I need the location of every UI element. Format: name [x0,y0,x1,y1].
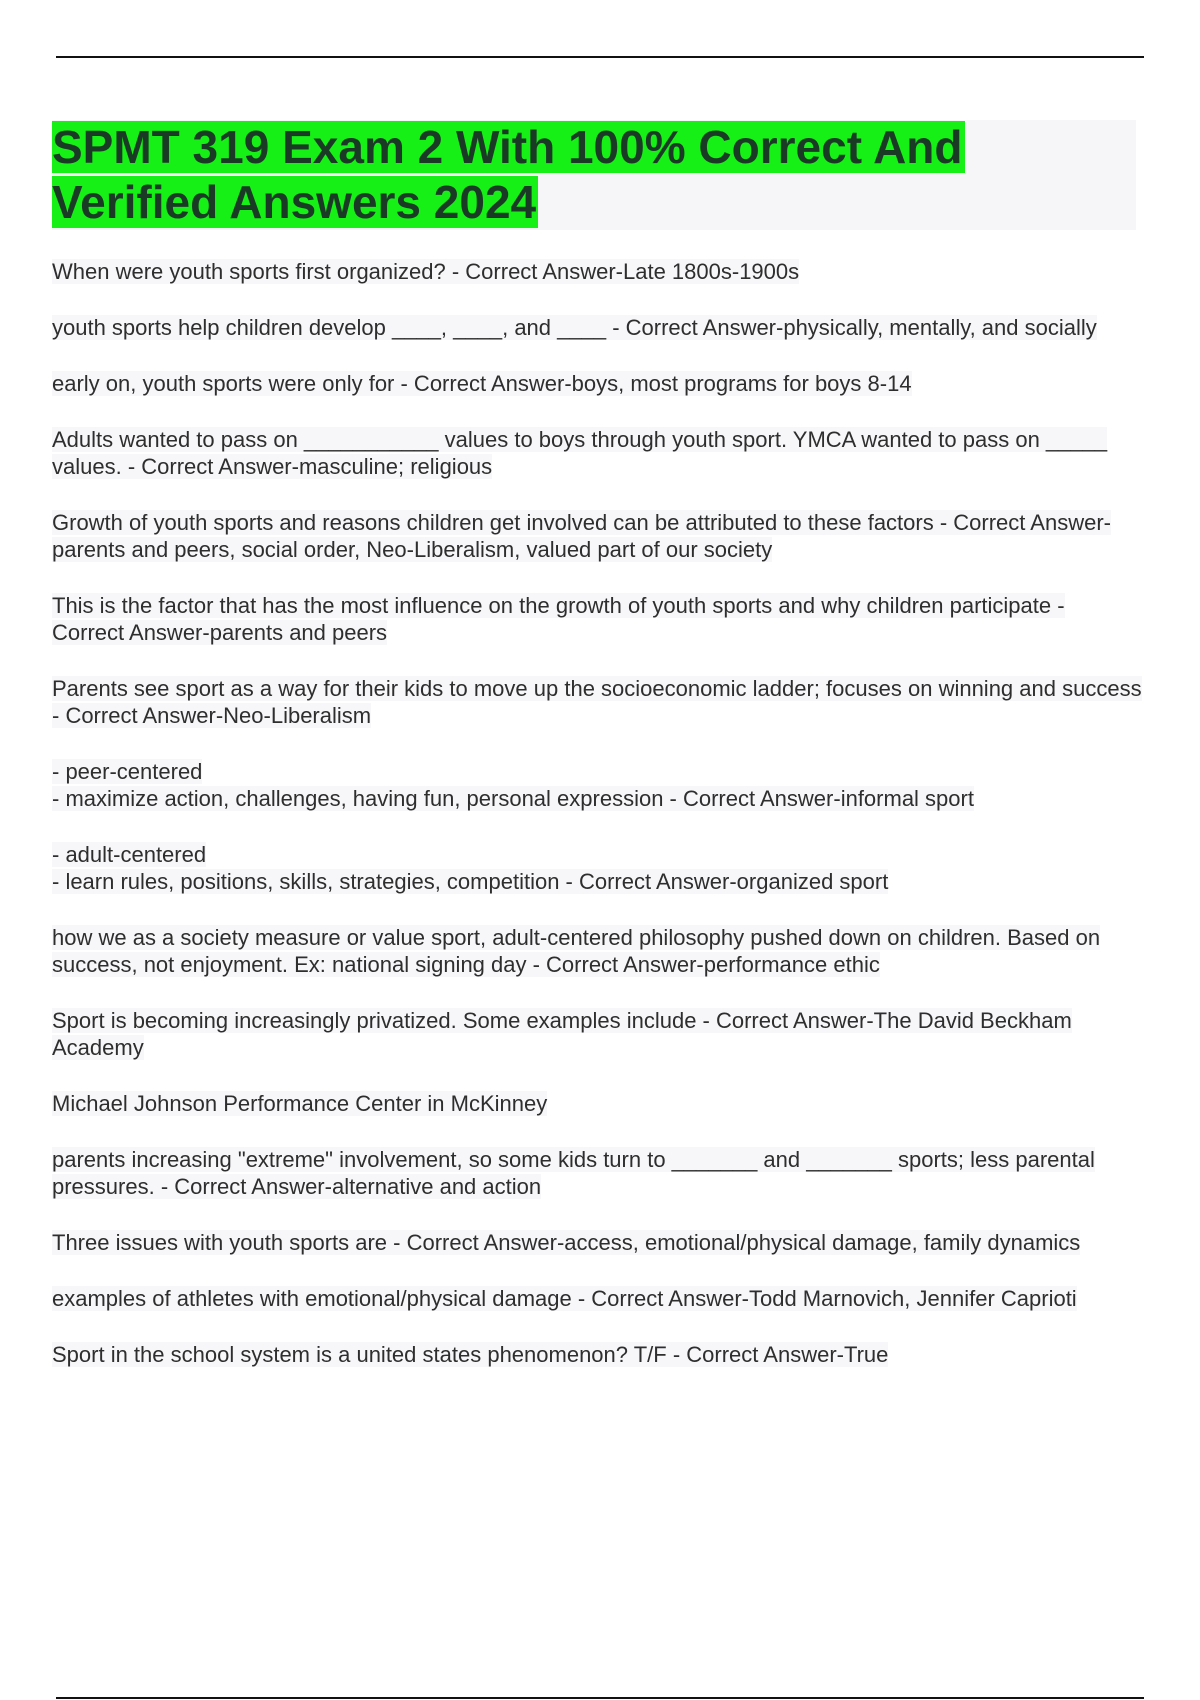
qa-item: youth sports help children develop ____, ____, and ____ - Correct Answer-physically, mentally, and socially [52,315,1097,340]
qa-item: Adults wanted to pass on ___________ values to boys through youth sport. YMCA wanted to pass on _____ values. - Correct Answer-masculine; religious [52,427,1108,479]
qa-item: Sport in the school system is a united states phenomenon? T/F - Correct Answer-True [52,1342,889,1367]
qa-item: how we as a society measure or value sport, adult-centered philosophy pushed down on children. Based on success, not enjoyment. Ex: national signing day - Correct Answer-performance ethic [52,925,1101,977]
qa-list [52,258,1142,1397]
qa-item: This is the factor that has the most influence on the growth of youth sports and why children participate - Correct Answer-parents and peers [52,593,1065,645]
document-title: SPMT 319 Exam 2 With 100% Correct And Verified Answers 2024 [52,121,963,228]
bottom-divider [56,1697,1144,1699]
qa-item: When were youth sports first organized? - Correct Answer-Late 1800s-1900s [52,259,800,284]
qa-item: Growth of youth sports and reasons children get involved can be attributed to these factors - Correct Answer-parents and peers, social order, Neo-Liberalism, valued part of our society [52,510,1111,562]
qa-item: Parents see sport as a way for their kids to move up the socioeconomic ladder; focuses on winning and success - Correct Answer-Neo-Liberalism [52,676,1142,728]
qa-item: - peer-centered - maximize action, challenges, having fun, personal expression - Correct Answer-informal sport [52,759,974,811]
qa-item: Three issues with youth sports are - Correct Answer-access, emotional/physical damage, family dynamics [52,1230,1081,1255]
qa-item: examples of athletes with emotional/physical damage - Correct Answer-Todd Marnovich, Jennifer Caprioti [52,1286,1077,1311]
qa-item: early on, youth sports were only for - Correct Answer-boys, most programs for boys 8-14 [52,371,912,396]
top-divider [56,56,1144,58]
qa-item: - adult-centered - learn rules, positions, skills, strategies, competition - Correct Answer-organized sport [52,842,889,894]
qa-item: Michael Johnson Performance Center in McKinney [52,1091,548,1116]
qa-item: Sport is becoming increasingly privatized. Some examples include - Correct Answer-The David Beckham Academy [52,1008,1072,1060]
qa-item: parents increasing "extreme" involvement, so some kids turn to _______ and _______ sports; less parental pressures. - Correct Answer-alternative and action [52,1147,1095,1199]
